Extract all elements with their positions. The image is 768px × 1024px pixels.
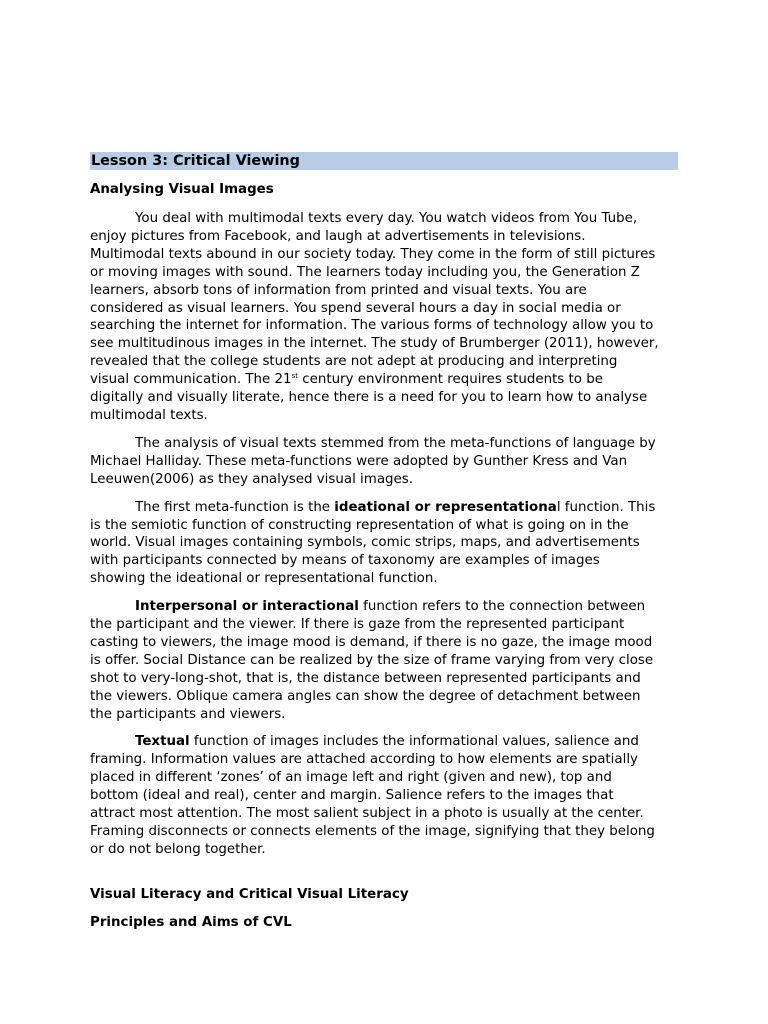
text-run: century environment requires students to be (297, 372, 603, 388)
paragraph-line: casting to viewers, the image mood is demand, if there is no gaze, the image mood (90, 634, 653, 650)
paragraph-line: the participants and viewers. (90, 706, 286, 722)
section-heading: Analysing Visual Images (90, 182, 274, 197)
paragraph-line: placed in different ‘zones’ of an image left and right (given and new), top and (90, 770, 612, 786)
paragraph-line: is offer. Social Distance can be realized by the size of frame varying from very close (90, 652, 654, 668)
heading-visual-literacy: Visual Literacy and Critical Visual Literacy (90, 886, 409, 902)
key-term: ideational or representationa (334, 499, 557, 515)
paragraph-intro (90, 210, 678, 425)
paragraph-line: the participant and the viewer. If there is gaze from the represented participant (90, 617, 625, 633)
key-term: Interpersonal or interactional (135, 599, 359, 615)
lesson-title: Lesson 3: Critical Viewing (90, 152, 678, 170)
paragraph-line: Michael Halliday. These meta-functions were adopted by Gunther Kress and Van (90, 453, 628, 469)
paragraph-line: is the semiotic function of constructing representation of what is going on in the (90, 517, 629, 533)
paragraph-line: digitally and visually literate, hence there is a need for you to learn how to analyse (90, 390, 648, 406)
text-run: function of images includes the informational values, salience and (189, 734, 639, 750)
ordinal-suffix: st (291, 372, 298, 381)
paragraph-line: learners, absorb tons of information from printed and visual texts. You are (90, 282, 587, 298)
paragraph-line (90, 499, 678, 517)
paragraph-line: multimodal texts. (90, 407, 208, 423)
paragraph-line: framing. Information values are attached according to how elements are spatially (90, 752, 638, 768)
text-run: visual communication. The 21 (90, 372, 292, 388)
paragraph-line: world. Visual images containing symbols, comic strips, maps, and advertisements (90, 535, 640, 551)
paragraph-line: searching the internet for information. The various forms of technology allow you to (90, 318, 654, 334)
paragraph-line: Multimodal texts abound in our society today. They come in the form of still pictures (90, 246, 656, 262)
paragraph-line: considered as visual learners. You spend several hours a day in social media or (90, 300, 621, 316)
paragraph-line (90, 598, 678, 616)
paragraph-ideational (90, 499, 678, 589)
paragraph-line: shot to very-long-shot, that is, the distance between represented participants and (90, 670, 641, 686)
paragraph-line: revealed that the college students are not adept at producing and interpreting (90, 354, 618, 370)
paragraph-line: with participants connected by means of taxonomy are examples of images (90, 553, 600, 569)
paragraph-line: or do not belong together. (90, 841, 266, 857)
text-run: function refers to the connection between (358, 599, 646, 615)
paragraph-line: enjoy pictures from Facebook, and laugh at advertisements in televisions. (90, 228, 586, 244)
paragraph-textual (90, 733, 678, 858)
key-term: Textual (135, 734, 190, 750)
paragraph-line (90, 733, 678, 751)
paragraph-line: The analysis of visual texts stemmed from the meta-functions of language by (135, 435, 656, 451)
paragraph-line: see multitudinous images in the internet. The study of Brumberger (2011), however, (90, 336, 659, 352)
paragraph-line: Leeuwen(2006) as they analysed visual images. (90, 471, 413, 487)
text-run: l function. This (556, 499, 656, 515)
spacer (90, 869, 678, 887)
paragraph-line: Framing disconnects or connects elements of the image, signifying that they belong (90, 824, 655, 839)
document-page (90, 152, 678, 943)
paragraph-interpersonal (90, 598, 678, 723)
text-run: The first meta-function is the (135, 499, 335, 515)
paragraph-line: the viewers. Oblique camera angles can show the degree of detachment between (90, 688, 641, 704)
paragraph-line: or moving images with sound. The learners today including you, the Generation Z (90, 264, 640, 280)
paragraph-line: You deal with multimodal texts every day. You watch videos from You Tube, (135, 211, 638, 226)
paragraph-line: bottom (ideal and real), center and margin. Salience refers to the images that (90, 788, 614, 804)
paragraph-line: attract most attention. The most salient subject in a photo is usually at the center. (90, 806, 644, 822)
paragraph-line: showing the ideational or representational function. (90, 571, 438, 587)
paragraph-halliday (90, 435, 678, 489)
paragraph-line (90, 371, 678, 389)
heading-principles-cvl: Principles and Aims of CVL (90, 914, 292, 930)
